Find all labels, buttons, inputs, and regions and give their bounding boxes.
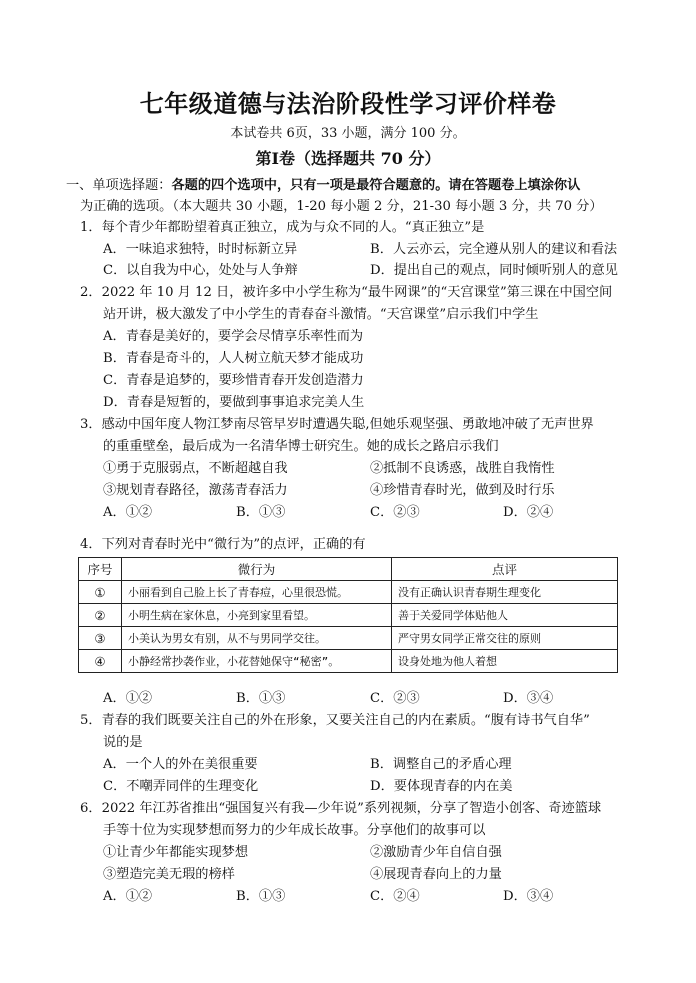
table-header-cell: 点评 [392,558,618,581]
q6-option-b: B．①③ [236,889,286,904]
q1-option-a: A．一味追求独特，时时标新立异 [103,242,298,257]
q3-stem-2: 的重重壁垒，最后成为一名清华博士研究生。她的成长之路启示我们 [103,439,499,454]
q6-statement-3: ③塑造完美无瑕的榜样 [103,867,235,882]
q6-option-d: D．③④ [503,889,554,904]
q6-option-c: C．②④ [370,889,420,904]
table-cell-number: ② [79,604,122,627]
q4-option-c: C．②③ [370,691,420,706]
q5-option-d: D．要体现青春的内在美 [370,779,513,794]
exam-title: 七年级道德与法治阶段性学习评价样卷 [139,89,557,118]
q5-stem-2: 说的是 [103,735,143,750]
q3-option-a: A．①② [103,505,153,520]
q5-stem-1: 5．青春的我们既要关注自己的外在形象，又要关注自己的内在素质。“腹有诗书气自华” [80,713,590,728]
q5-option-b: B．调整自己的矛盾心理 [370,757,512,772]
table-cell-comment: 设身处地为他人着想 [392,650,618,673]
q3-option-b: B．①③ [236,505,286,520]
table-row [79,627,618,650]
q3-statement-2: ②抵制不良诱惑，战胜自我惰性 [370,461,555,476]
q6-stem-2: 手等十位为实现梦想而努力的少年成长故事。分享他们的故事可以 [103,823,486,838]
q4-option-a: A．①② [103,691,153,706]
q4-option-d: D．③④ [503,691,554,706]
q4-stem: 4．下列对青春时光中“微行为”的点评，正确的有 [80,537,366,552]
instructions-text: 各题的四个选项中，只有一项是最符合题意的。请在答题卷上填涂你认 [171,178,581,193]
table-cell-comment: 善于关爱同学体贴他人 [392,604,618,627]
q3-option-c: C．②③ [370,505,420,520]
table-cell-behavior: 小美认为男女有别，从不与男同学交往。 [122,627,392,650]
table-row [79,604,618,627]
q4-table [78,557,618,673]
q2-option-a: A．青春是美好的，要学会尽情享乐率性而为 [103,329,364,344]
q2-option-b: B．青春是奇斗的，人人树立航天梦才能成功 [103,351,364,366]
table-cell-behavior: 小丽看到自己脸上长了青春痘，心里很恐慌。 [122,581,392,604]
q2-option-d: D．青春是短暂的，要做到事事追求完美人生 [103,395,365,410]
q1-option-d: D．提出自己的观点，同时倾听别人的意见 [370,263,618,278]
table-header-row [79,558,618,581]
table-cell-behavior: 小静经常抄袭作业，小花替她保守“秘密”。 [122,650,392,673]
q6-statement-2: ②激励青少年自信自强 [370,845,502,860]
table-cell-number: ① [79,581,122,604]
section-heading: 第Ⅰ卷（选择题共 70 分） [255,149,441,168]
instructions-line-2: 为正确的选项。（本大题共 30 小题，1-20 每小题 2 分，21-30 每小题 3 分，共 70 分） [80,199,603,214]
table-row [79,581,618,604]
instructions-label: 一、单项选择题： [66,178,172,193]
q3-statement-4: ④珍惜青春时光，做到及时行乐 [370,483,555,498]
table-cell-number: ③ [79,627,122,650]
table-cell-comment: 没有正确认识青春期生理变化 [392,581,618,604]
q5-option-c: C．不嘲弄同伴的生理变化 [103,779,259,794]
table-cell-behavior: 小明生病在家休息，小亮到家里看望。 [122,604,392,627]
table-row [79,650,618,673]
table-cell-comment: 严守男女同学正常交往的原则 [392,627,618,650]
q5-option-a: A．一个人的外在美很重要 [103,757,258,772]
q1-option-b: B．人云亦云，完全遵从别人的建议和看法 [370,242,618,257]
q6-stem-1: 6．2022 年江苏省推出“强国复兴有我—少年说”系列视频，分享了智造小创客、奇迹篮球 [80,801,602,816]
q4-option-b: B．①③ [236,691,286,706]
q2-stem-1: 2．2022 年 10 月 12 日，被许多中小学生称为“最牛网课”的“天宫课堂”第三课在中国空间 [80,285,613,300]
q3-option-d: D．②④ [503,505,554,520]
q1-stem: 1．每个青少年都盼望着真正独立，成为与众不同的人。“真正独立”是 [80,220,485,235]
exam-subtitle: 本试卷共 6页，33 小题，满分 100 分。 [230,126,466,141]
q6-statement-4: ④展现青春向上的力量 [370,867,502,882]
q3-stem-1: 3．感动中国年度人物江梦南尽管早岁时遭遇失聪,但她乐观坚强、勇敢地冲破了无声世界 [80,417,594,432]
table-header-cell: 序号 [79,558,122,581]
q2-option-c: C．青春是追梦的，要珍惜青春开发创造潜力 [103,373,364,388]
q1-option-c: C．以自我为中心，处处与人争辩 [103,263,298,278]
q6-statement-1: ①让青少年都能实现梦想 [103,845,249,860]
q3-statement-1: ①勇于克服弱点，不断超越自我 [103,461,288,476]
q3-statement-3: ③规划青春路径，激荡青春活力 [103,483,288,498]
table-header-cell: 微行为 [122,558,392,581]
instructions-line-1 [66,176,580,196]
q2-stem-2: 站开讲，极大激发了中小学生的青春奋斗激情。“天宫课堂”启示我们中学生 [103,307,539,322]
q6-option-a: A．①② [103,889,153,904]
table-cell-number: ④ [79,650,122,673]
